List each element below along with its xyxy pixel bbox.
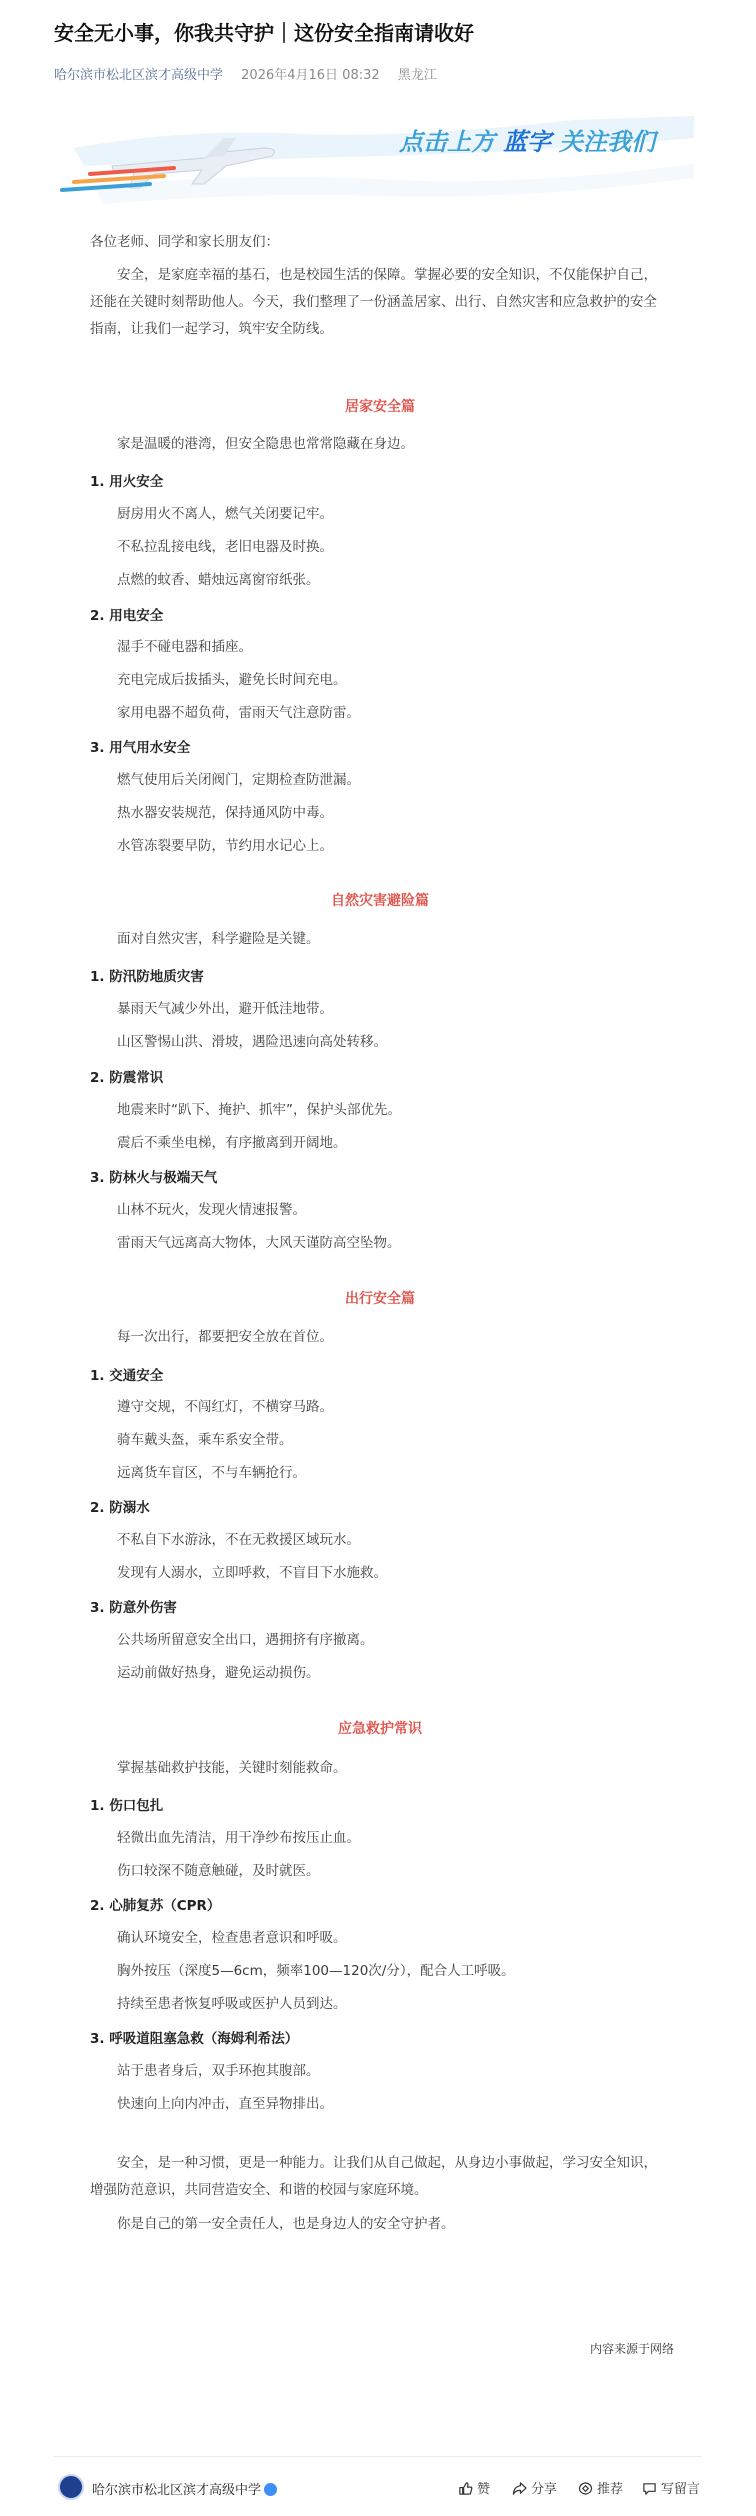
list-item: 持续至患者恢复呼吸或医护人员到达。 bbox=[117, 1996, 347, 2012]
footer-account[interactable]: 哈尔滨市松北区滨才高级中学 bbox=[92, 2479, 277, 2498]
list-item: 震后不乘坐电梯，有序撤离到开阔地。 bbox=[117, 1135, 347, 1151]
closing-statement: 你是自己的第一安全责任人，也是身边人的安全守护者。 bbox=[117, 2216, 455, 2232]
section-title-home: 居家安全篇 bbox=[345, 399, 415, 415]
list-item: 热水器安装规范，保持通风防中毒。 bbox=[117, 805, 333, 821]
subsection-heading: 2. 防溺水 bbox=[90, 1500, 150, 1516]
subsection-heading: 1. 防汛防地质灾害 bbox=[90, 969, 204, 985]
list-item: 水管冻裂要早防，节约用水记心上。 bbox=[117, 838, 333, 854]
closing-paragraph: 安全，是一种习惯，更是一种能力。让我们从自己做起，从身边小事做起，学习安全知识，增强防范意识，共同营造安全、和谐的校园与家庭环境。 bbox=[90, 2155, 657, 2198]
list-item: 胸外按压（深度5—6cm，频率100—120次/分），配合人工呼吸。 bbox=[117, 1963, 515, 1979]
footer-divider bbox=[54, 2456, 702, 2457]
comment-icon bbox=[642, 2481, 657, 2496]
list-item: 地震来时“趴下、掩护、抓牢”，保护头部优先。 bbox=[117, 1102, 401, 1118]
subsection-heading: 3. 防意外伤害 bbox=[90, 1600, 177, 1616]
section-title-first-aid: 应急救护常识 bbox=[338, 1721, 422, 1737]
comment-button[interactable]: 写留言 bbox=[642, 2478, 700, 2497]
subsection-heading: 2. 心肺复苏（CPR） bbox=[90, 1898, 221, 1914]
list-item: 确认环境安全，检查患者意识和呼吸。 bbox=[117, 1930, 347, 1946]
like-button[interactable]: 赞 bbox=[458, 2478, 490, 2497]
list-item: 公共场所留意安全出口，遇拥挤有序撤离。 bbox=[117, 1632, 374, 1648]
subsection-heading: 1. 用火安全 bbox=[90, 474, 164, 490]
account-link[interactable]: 哈尔滨市松北区滨才高级中学 bbox=[54, 68, 224, 83]
list-item: 伤口较深不随意触碰，及时就医。 bbox=[117, 1863, 320, 1879]
section-lead: 面对自然灾害，科学避险是关键。 bbox=[117, 931, 320, 947]
list-item: 快速向上向内冲击，直至异物排出。 bbox=[117, 2096, 333, 2112]
list-item: 山区警惕山洪、滑坡，遇险迅速向高处转移。 bbox=[117, 1034, 387, 1050]
recommend-icon bbox=[578, 2481, 593, 2496]
list-item: 远离货车盲区，不与车辆抢行。 bbox=[117, 1465, 306, 1481]
subsection-heading: 2. 用电安全 bbox=[90, 608, 164, 624]
article-title: 安全无小事，你我共守护｜这份安全指南请收好 bbox=[54, 21, 474, 45]
share-button[interactable]: 分享 bbox=[512, 2478, 557, 2497]
list-item: 不私拉乱接电线，老旧电器及时换。 bbox=[117, 539, 333, 555]
greeting: 各位老师、同学和家长朋友们： bbox=[90, 234, 279, 250]
list-item: 燃气使用后关闭阀门，定期检查防泄漏。 bbox=[117, 772, 360, 788]
subsection-heading: 3. 用气用水安全 bbox=[90, 740, 191, 756]
recommend-button[interactable]: 推荐 bbox=[578, 2478, 623, 2497]
list-item: 山林不玩火，发现火情速报警。 bbox=[117, 1202, 306, 1218]
blue-word-highlight: 蓝字 bbox=[503, 128, 551, 156]
list-item: 充电完成后拔插头，避免长时间充电。 bbox=[117, 672, 347, 688]
share-icon bbox=[512, 2481, 527, 2496]
subsection-heading: 1. 交通安全 bbox=[90, 1368, 164, 1384]
list-item: 暴雨天气减少外出，避开低洼地带。 bbox=[117, 1001, 333, 1017]
verified-icon bbox=[264, 2483, 277, 2496]
list-item: 湿手不碰电器和插座。 bbox=[117, 639, 252, 655]
thumbs-up-icon bbox=[458, 2481, 473, 2496]
section-lead: 每一次出行，都要把安全放在首位。 bbox=[117, 1329, 333, 1345]
list-item: 不私自下水游泳，不在无救援区域玩水。 bbox=[117, 1532, 360, 1548]
subsection-heading: 2. 防震常识 bbox=[90, 1070, 164, 1086]
list-item: 雷雨天气远离高大物体，大风天谨防高空坠物。 bbox=[117, 1235, 401, 1251]
section-title-disaster: 自然灾害避险篇 bbox=[331, 893, 429, 909]
publish-date: 2026年4月16日 08:32 bbox=[241, 68, 380, 83]
follow-us-text: 点击上方 蓝字 关注我们 bbox=[399, 128, 655, 156]
section-title-travel: 出行安全篇 bbox=[345, 1291, 415, 1307]
article-footer bbox=[54, 2472, 702, 2502]
subsection-heading: 3. 防林火与极端天气 bbox=[90, 1170, 218, 1186]
list-item: 发现有人溺水，立即呼救，不盲目下水施救。 bbox=[117, 1565, 387, 1581]
publish-location: 黑龙江 bbox=[397, 68, 437, 83]
list-item: 点燃的蚊香、蜡烛远离窗帘纸张。 bbox=[117, 572, 320, 588]
subsection-heading: 1. 伤口包扎 bbox=[90, 1798, 164, 1814]
list-item: 骑车戴头盔，乘车系安全带。 bbox=[117, 1432, 293, 1448]
list-item: 遵守交规，不闯红灯，不横穿马路。 bbox=[117, 1399, 333, 1415]
intro-paragraph: 安全，是家庭幸福的基石，也是校园生活的保障。掌握必要的安全知识，不仅能保护自己，还能在关键时刻帮助他人。今天，我们整理了一份涵盖居家、出行、自然灾害和应急救护的安全指南，让我们一起学习，筑牢安全防线。 bbox=[90, 267, 657, 337]
list-item: 运动前做好热身，避免运动损伤。 bbox=[117, 1665, 320, 1681]
section-lead: 家是温暖的港湾，但安全隐患也常常隐藏在身边。 bbox=[117, 436, 414, 452]
list-item: 站于患者身后，双手环抱其腹部。 bbox=[117, 2063, 320, 2079]
follow-banner bbox=[54, 108, 702, 220]
section-lead: 掌握基础救护技能，关键时刻能救命。 bbox=[117, 1760, 347, 1776]
list-item: 轻微出血先清洁，用干净纱布按压止血。 bbox=[117, 1830, 360, 1846]
subsection-heading: 3. 呼吸道阻塞急救（海姆利希法） bbox=[90, 2031, 299, 2047]
article-meta bbox=[54, 64, 437, 83]
list-item: 厨房用火不离人，燃气关闭要记牢。 bbox=[117, 506, 333, 522]
list-item: 家用电器不超负荷，雷雨天气注意防雷。 bbox=[117, 705, 360, 721]
account-avatar[interactable] bbox=[58, 2474, 84, 2500]
content-source: 内容来源于网络 bbox=[589, 2342, 674, 2356]
